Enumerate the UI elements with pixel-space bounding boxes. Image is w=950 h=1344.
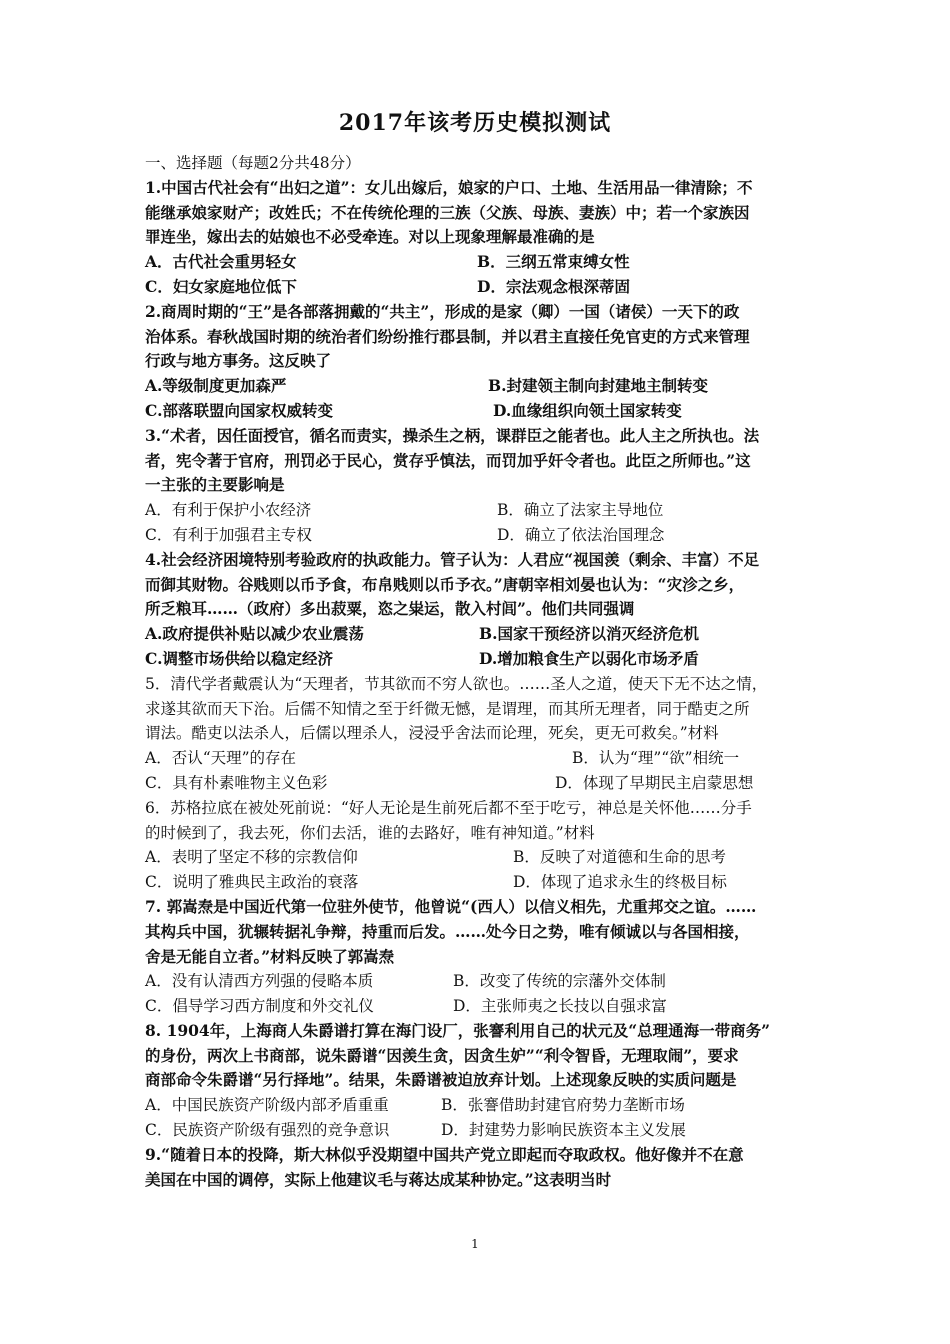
answer-option[interactable]: D.血缘组织向领土国家转变 bbox=[493, 400, 682, 420]
answer-option[interactable]: C．具有朴素唯物主义色彩 bbox=[145, 773, 328, 792]
option-row bbox=[145, 969, 815, 994]
answer-option[interactable]: B.国家干预经济以消灭经济危机 bbox=[479, 624, 699, 644]
page-title: 2017年该考历史模拟测试 bbox=[338, 110, 612, 136]
question-stem-line: 者，宪令著于官府，刑罚必于民心，赏存乎慎法，而罚加乎奸令者也。此臣之所师也。”这 bbox=[145, 450, 751, 470]
option-row bbox=[145, 994, 815, 1019]
answer-option[interactable]: D．封建势力影响民族资本主义发展 bbox=[441, 1121, 686, 1140]
answer-option[interactable]: B.封建领主制向封建地主制转变 bbox=[488, 376, 708, 396]
question-stem-line: 求遂其欲而天下治。后儒不知情之至于纤微无憾，是谓理，而其所无理者，同于酷吏之所 bbox=[145, 699, 750, 718]
answer-option[interactable]: A．没有认清西方列强的侵略本质 bbox=[145, 972, 374, 991]
option-row bbox=[145, 399, 815, 424]
option-row bbox=[145, 523, 815, 548]
answer-option[interactable]: D．主张师夷之长技以自强求富 bbox=[453, 997, 667, 1016]
answer-option[interactable]: A．有利于保护小农经济 bbox=[145, 501, 312, 520]
answer-option[interactable]: D．宗法观念根深蒂固 bbox=[477, 276, 630, 296]
answer-option[interactable]: A．古代社会重男轻女 bbox=[145, 252, 297, 272]
question-stem-line: 一主张的主要影响是 bbox=[145, 475, 285, 495]
question-stem: 2.商周时期的“王”是各部落拥戴的“共主”，形成的是家（卿）一国（诸侯）一天下的政 bbox=[145, 301, 740, 321]
question-stem: 4.社会经济困境特别考验政府的执政能力。管子认为：人君应“视国羡（剩余、丰富）不足 bbox=[145, 549, 760, 569]
answer-option[interactable]: C．民族资产阶级有强烈的竞争意识 bbox=[145, 1121, 390, 1140]
question-stem: 5．清代学者戴震认为“天理者，节其欲而不穷人欲也。……圣人之道，使天下无不达之情， bbox=[145, 674, 768, 693]
answer-option[interactable]: B．改变了传统的宗藩外交体制 bbox=[453, 972, 666, 991]
section-heading: 一、选择题（每题2分共48分） bbox=[145, 154, 361, 172]
answer-option[interactable]: A．否认“天理”的存在 bbox=[145, 749, 297, 768]
option-row bbox=[145, 1118, 815, 1143]
document-body bbox=[145, 151, 815, 1192]
question-stem: 7. 郭嵩焘是中国近代第一位驻外使节，他曾说“(西人）以信义相先，尤重邦交之谊。…… bbox=[145, 896, 757, 916]
question-stem: 8. 1904年，上海商人朱爵谱打算在海门设厂，张謇利用自己的状元及“总理通海一带商务” bbox=[145, 1020, 771, 1040]
question-stem-line: 能继承娘家财产；改姓氏；不在传统伦理的三族（父族、母族、妻族）中；若一个家族因 bbox=[145, 202, 750, 222]
question-stem-line: 治体系。春秋战国时期的统治者们纷纷推行郡县制，并以君主直接任免官吏的方式来管理 bbox=[145, 326, 750, 346]
answer-option[interactable]: D.增加粮食生产以弱化市场矛盾 bbox=[479, 648, 699, 668]
option-row bbox=[145, 275, 815, 300]
question-stem-line: 的时候到了，我去死，你们去活，谁的去路好，唯有神知道。”材料 bbox=[145, 823, 595, 842]
question-stem: 1.中国古代社会有“出妇之道”：女儿出嫁后，娘家的户口、土地、生活用品一律清除；不 bbox=[145, 177, 753, 197]
question-stem: 3.“术者，因任面授官，循名而责实，操杀生之柄，课群臣之能者也。此人主之所执也。法 bbox=[145, 425, 760, 445]
answer-option[interactable]: A．中国民族资产阶级内部矛盾重重 bbox=[145, 1096, 389, 1115]
option-row bbox=[145, 771, 815, 796]
answer-option[interactable]: D．确立了依法治国理念 bbox=[497, 525, 665, 544]
option-row bbox=[145, 647, 815, 672]
answer-option[interactable]: C．妇女家庭地位低下 bbox=[145, 276, 297, 296]
option-row bbox=[145, 746, 815, 771]
answer-option[interactable]: C．有利于加强君主专权 bbox=[145, 525, 312, 544]
answer-option[interactable]: B．认为“理”“欲”相统一 bbox=[572, 749, 740, 768]
question-stem-line: 其构兵中国，犹辗转据礼争辩，持重而后发。……处今日之势，唯有倾诚以与各国相接， bbox=[145, 921, 750, 941]
option-row bbox=[145, 374, 815, 399]
answer-option[interactable]: C.部落联盟向国家权威转变 bbox=[145, 400, 333, 420]
option-row bbox=[145, 845, 815, 870]
option-row bbox=[145, 1093, 815, 1118]
answer-option[interactable]: D．体现了早期民主启蒙思想 bbox=[555, 773, 754, 792]
question-stem-line: 谓法。酷吏以法杀人，后儒以理杀人，浸浸乎舍法而论理，死矣，更无可救矣。”材料 bbox=[145, 724, 719, 743]
answer-option[interactable]: B．确立了法家主导地位 bbox=[497, 501, 664, 520]
question-stem-line: 美国在中国的调停，实际上他建议毛与蒋达成某种协定。”这表明当时 bbox=[145, 1169, 612, 1189]
option-row bbox=[145, 498, 815, 523]
answer-option[interactable]: B．张謇借助封建官府势力垄断市场 bbox=[441, 1096, 685, 1115]
question-stem-line: 的身份，两次上书商部，说朱爵谱“因羡生贪，因贪生妒”“利令智昏，无理取闹”，要求 bbox=[145, 1045, 739, 1065]
answer-option[interactable]: A.等级制度更加森严 bbox=[145, 376, 287, 396]
answer-option[interactable]: C．倡导学习西方制度和外交礼仪 bbox=[145, 997, 374, 1016]
answer-option[interactable]: C．说明了雅典民主政治的衰落 bbox=[145, 873, 359, 892]
answer-option[interactable]: B．反映了对道德和生命的思考 bbox=[513, 848, 726, 867]
question-stem: 9.“随着日本的投降，斯大林似乎没期望中国共产党立即起而夺取政权。他好像并不在意 bbox=[145, 1144, 744, 1164]
option-row bbox=[145, 622, 815, 647]
page-number: 1 bbox=[471, 1237, 479, 1251]
question-stem-line: 所乏粮耳……（政府）多出菽粟，恣之粜运，散入村闾”。他们共同强调 bbox=[145, 599, 635, 619]
answer-option[interactable]: C.调整市场供给以稳定经济 bbox=[145, 648, 333, 668]
option-row bbox=[145, 870, 815, 895]
answer-option[interactable]: D．体现了追求永生的终极目标 bbox=[513, 873, 727, 892]
answer-option[interactable]: B．三纲五常束缚女性 bbox=[477, 252, 630, 272]
option-row bbox=[145, 250, 815, 275]
question-stem-line: 商部命令朱爵谱“另行择地”。结果，朱爵谱被迫放弃计划。上述现象反映的实质问题是 bbox=[145, 1070, 737, 1090]
answer-option[interactable]: A.政府提供补贴以减少农业震荡 bbox=[145, 624, 364, 644]
question-stem-line: 行政与地方事务。这反映了 bbox=[145, 351, 332, 371]
question-stem-line: 舍是无能自立者。”材料反映了郭嵩焘 bbox=[145, 946, 395, 966]
question-stem-line: 而御其财物。谷贱则以币予食，布帛贱则以币予衣。”唐朝宰相刘晏也认为：“灾沴之乡， bbox=[145, 574, 745, 594]
answer-option[interactable]: A．表明了坚定不移的宗教信仰 bbox=[145, 848, 358, 867]
question-stem-line: 罪连坐，嫁出去的姑娘也不必受牵连。对以上现象理解最准确的是 bbox=[145, 227, 595, 247]
question-stem: 6．苏格拉底在被处死前说：“好人无论是生前死后都不至于吃亏，神总是关怀他……分手 bbox=[145, 798, 752, 817]
